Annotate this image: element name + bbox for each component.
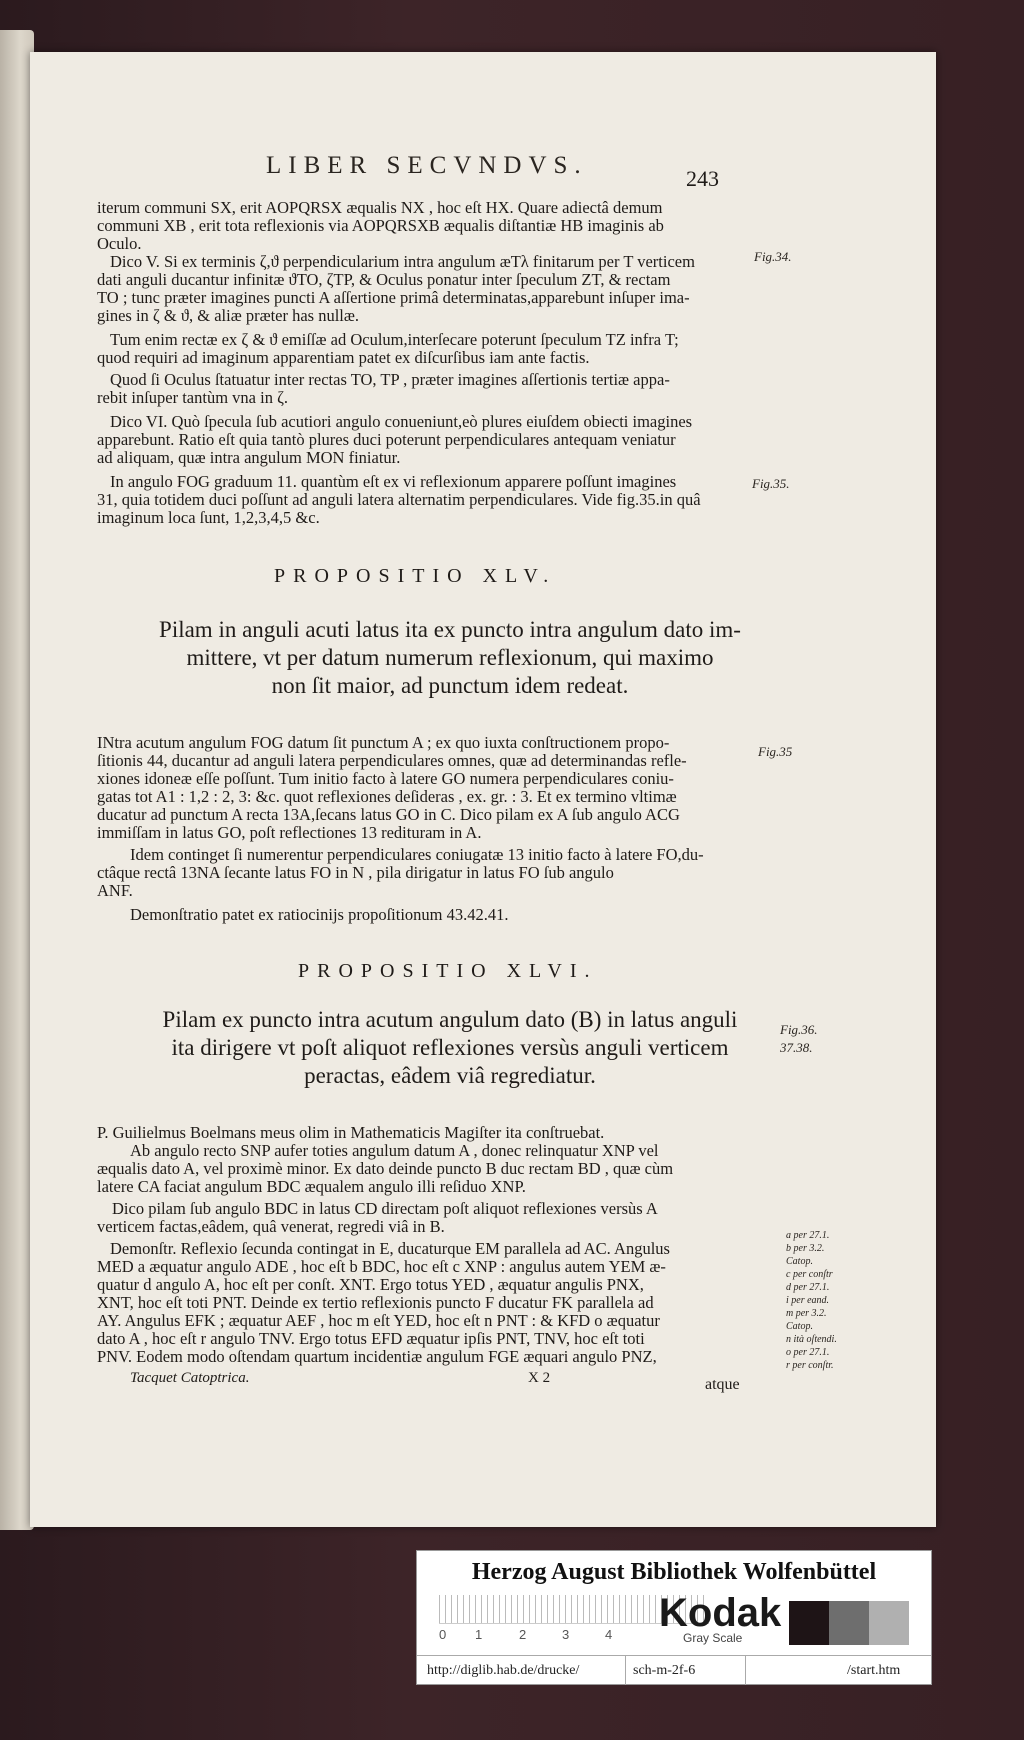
running-title: LIBER SECVNDVS. <box>266 152 588 179</box>
margin-reference: c per conſtr <box>786 1269 833 1280</box>
margin-note-fig34: Fig.34. <box>754 249 792 264</box>
text-line: communi XB , erit tota reflexionis via AOPQRSXB æqualis diſtantiæ HB imaginis ab <box>97 216 664 235</box>
margin-reference: b per 3.2. <box>786 1243 825 1254</box>
scale-number: 2 <box>519 1627 527 1642</box>
text-line: Quod ſi Oculus ſtatuatur inter rectas TO, TP , præter imagines aſſertionis tertiæ appa- <box>110 370 670 389</box>
scale-number: 4 <box>605 1627 613 1642</box>
text-line: Dico VI. Quò ſpecula ſub acutiori angulo conueniunt,eò plures eiuſdem obiecti imagines <box>110 412 693 431</box>
institution-name: Herzog August Bibliothek Wolfenbüttel <box>471 1559 877 1585</box>
text-line: INtra acutum angulum FOG datum ſit punctum A ; ex quo iuxta conſtructionem propo- <box>97 733 670 752</box>
text-line: XNT, hoc eſt toti PNT. Deinde ex tertio reflexionis puncto F ducatur FK parallela ad <box>97 1293 654 1312</box>
enunciation-line: Pilam ex puncto intra acutum angulum dato (B) in latus anguli <box>162 1007 738 1032</box>
gray-swatch <box>869 1601 909 1645</box>
text-line: AY. Angulus EFK ; æquatur AEF , hoc m eſt YED, hoc eſt n PNT : & KFD o æquatur <box>97 1311 660 1330</box>
text-line: PNV. Eodem modo oſtendam quartum incidentiæ angulum FGE æquari angulo PNZ, <box>97 1347 657 1366</box>
url-text: http://diglib.hab.de/drucke/ <box>427 1663 580 1678</box>
footer-title: Tacquet Catoptrica. <box>130 1370 250 1386</box>
gray-swatch <box>789 1601 829 1645</box>
page-number: 243 <box>686 166 719 191</box>
margin-reference: n ità oſtendi. <box>786 1334 837 1345</box>
text-line: dato A , hoc eſt r angulo TNV. Ergo totus EFD æquatur ipſis PNT, TNV, hoc eſt toti <box>97 1329 645 1348</box>
margin-reference: a per 27.1. <box>786 1230 830 1241</box>
start-link[interactable]: /start.htm <box>847 1663 901 1678</box>
margin-note-fig35: Fig.35 <box>758 744 793 759</box>
url-bar <box>417 1655 931 1685</box>
text-line: In angulo FOG graduum 11. quantùm eſt ex vi reflexionum apparere poſſunt imagines <box>110 472 677 491</box>
proposition-45-title: PROPOSITIO XLV. <box>274 565 557 587</box>
catchword: atque <box>705 1376 740 1393</box>
text-line: ſitionis 44, ducantur ad anguli latera perpendiculares omnes, quæ ad determinandas refle- <box>97 751 687 770</box>
text-line: gines in ζ & ϑ, & aliæ præter has nullæ. <box>97 306 360 325</box>
gray-swatch <box>829 1601 869 1645</box>
scale-number: 1 <box>475 1627 483 1642</box>
margin-reference: Catop. <box>786 1256 813 1267</box>
color-target-card <box>416 1550 932 1685</box>
text-line: immiſſam in latus GO, poſt reflectiones 13 redituram in A. <box>97 823 482 842</box>
text-line: Demonſtr. Reflexio ſecunda contingat in E, ducaturque EM parallela ad AC. Angulus <box>110 1239 670 1258</box>
text-line: Dico V. Si ex terminis ζ,ϑ perpendicularium intra angulum æTλ finitarum per T verticem <box>110 252 695 271</box>
text-line: Demonſtratio patet ex ratiocinijs propoſitionum 43.42.41. <box>130 905 509 924</box>
enunciation-line: non ſit maior, ad punctum idem redeat. <box>271 673 629 698</box>
text-line: dati anguli ducantur infinitæ ϑTO, ζTP, & Oculus ponatur inter ſpeculum ZT, & rectam <box>97 270 671 289</box>
kodak-logo: Kodak <box>659 1591 782 1635</box>
text-line: apparebunt. Ratio eſt quia tantò plures duci poterunt perpendiculares antequam veniatur <box>97 430 676 449</box>
scale-number: 0 <box>439 1627 447 1642</box>
margin-reference: r per conſtr. <box>786 1360 834 1371</box>
text-line: quod requiri ad imaginum apparentiam patet ex diſcurſibus iam ante factis. <box>97 348 590 367</box>
text-line: TO ; tunc præter imagines puncti A aſſertione primâ determinatas,apparebunt inſuper ima- <box>97 288 690 307</box>
text-line: Oculo. <box>97 234 142 253</box>
margin-note-fig37-38: 37.38. <box>780 1040 813 1055</box>
margin-note-fig35: Fig.35. <box>752 476 790 491</box>
enunciation-line: ita dirigere vt poſt aliquot reflexiones versùs anguli verticem <box>171 1035 729 1060</box>
margin-reference: m per 3.2. <box>786 1308 827 1319</box>
text-line: Ab angulo recto SNP aufer toties angulum datum A , donec relinquatur XNP vel <box>130 1141 659 1160</box>
signature-mark: X 2 <box>528 1370 551 1386</box>
text-line: ad aliquam, quæ intra angulum MON finiatur. <box>97 448 401 467</box>
text-line: 31, quia totidem duci poſſunt ad anguli latera alternatim perpendiculares. Vide fig.35.in quâ <box>97 490 701 509</box>
gray-scale-label: Gray Scale <box>683 1631 743 1645</box>
proposition-46-title: PROPOSITIO XLVI. <box>298 960 598 982</box>
margin-reference: d per 27.1. <box>786 1282 830 1293</box>
text-line: verticem factas,eâdem, quâ venerat, regredi viâ in B. <box>97 1217 445 1236</box>
margin-reference: i per eand. <box>786 1295 830 1306</box>
text-line: imaginum loca ſunt, 1,2,3,4,5 &c. <box>97 508 320 527</box>
text-line: latere CA faciat angulum BDC æqualem angulo illi reſiduo XNP. <box>97 1177 526 1196</box>
text-line: ducatur ad punctum A recta 13A,ſecans latus GO in C. Dico pilam ex A ſub angulo ACG <box>97 805 680 824</box>
margin-reference: o per 27.1. <box>786 1347 830 1358</box>
text-line: gatas tot A1 : 1,2 : 2, 3: &c. quot reflexiones deſideras , ex. gr. : 3. Et ex termino vltimæ <box>97 787 677 806</box>
text-line: æqualis dato A, vel proximè minor. Ex dato deinde puncto B duc rectam BD , quæ cùm <box>97 1159 674 1178</box>
text-line: ANF. <box>97 881 133 900</box>
margin-reference: Catop. <box>786 1321 813 1332</box>
text-line: P. Guilielmus Boelmans meus olim in Mathematicis Magiſter ita conſtruebat. <box>97 1123 605 1142</box>
text-line: iterum communi SX, erit AOPQRSX æqualis NX , hoc eſt HX. Quare adiectâ demum <box>97 198 663 217</box>
enunciation-line: peractas, eâdem viâ regrediatur. <box>304 1063 596 1088</box>
text-line: quatur d angulo A, hoc eſt per conſt. XNT. Ergo totus YED , æquatur angulis PNX, <box>97 1275 644 1294</box>
text-line: rebit inſuper tantùm vna in ζ. <box>97 388 289 407</box>
facing-page-edge <box>0 30 34 1530</box>
text-line: ctâque rectâ 13NA ſecante latus FO in N , pila dirigatur in latus FO ſub angulo <box>97 863 614 882</box>
text-line: Dico pilam ſub angulo BDC in latus CD directam poſt aliquot reflexiones versùs A <box>112 1199 658 1218</box>
shelfmark: sch-m-2f-6 <box>633 1663 696 1678</box>
enunciation-line: mittere, vt per datum numerum reflexionum, qui maximo <box>186 645 714 670</box>
text-line: Tum enim rectæ ex ζ & ϑ emiſſæ ad Oculum,interſecare poterunt ſpeculum TZ infra T; <box>110 330 679 349</box>
text-line: Idem continget ſi numerentur perpendiculares coniugatæ 13 initio facto à latere FO,du- <box>130 845 704 864</box>
enunciation-line: Pilam in anguli acuti latus ita ex puncto intra angulum dato im- <box>159 617 741 642</box>
scale-number: 3 <box>562 1627 570 1642</box>
margin-note-fig36: Fig.36. <box>780 1022 818 1037</box>
text-line: MED a æquatur angulo ADE , hoc eſt b BDC, hoc eſt c XNP : angulus autem YEM æ- <box>97 1257 666 1276</box>
text-line: xiones idoneæ eſſe poſſunt. Tum initio facto à latere GO numera perpendiculares coniu- <box>97 769 674 788</box>
